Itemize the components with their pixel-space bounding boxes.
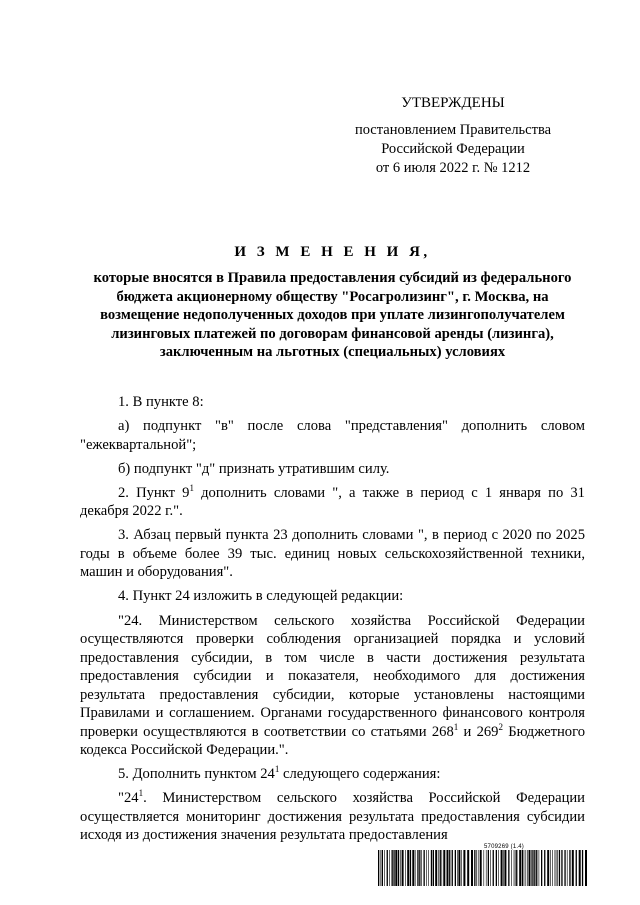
text-fragment: дополнить словами ", а также в период с 1 января по 31 декабря 2022 г.". [80,484,585,520]
paragraph: 3. Абзац первый пункта 23 дополнить словами ", в период с 2020 по 2025 годы в объеме более 39 тыс. единиц новых сельскохозяйственной техники, машин и оборудования". [80,527,585,581]
barcode-block [378,844,590,891]
text-fragment: 5. Дополнить пунктом 24 [118,766,275,783]
text-fragment: "24. Министерством сельского хозяйства Российской Федерации осуществляются проверки соблюдения организацией порядка и условий предоставления субсидии, в том числе в части достижения результата предоставления субсидии и показателя, необходимого для достижения результата предоставления субсидии, которые установлены настоящими Правилами и соглашением. Органами государственного финансового контроля проверки осуществляются в соответствии со статьями 268 [80,612,585,740]
document-body [80,393,585,845]
text-fragment: . Министерством сельского хозяйства Российской Федерации осуществляется мониторинг достижения результата предоставления субсидии исходя из достижения значения результата предоставления [80,790,585,844]
paragraph [80,789,585,845]
superscript: 2 [498,721,503,732]
superscript: 1 [189,482,194,493]
paragraph: б) подпункт "д" признать утратившим силу. [118,460,390,477]
document-title: И З М Е Н Е Н И Я, [234,244,431,260]
text-fragment: 2. Пункт 9 [118,484,190,501]
superscript: 1 [453,721,459,732]
barcode-number: 5709269 (1.4) [484,844,524,850]
superscript: 1 [138,788,144,799]
approval-title: УТВЕРЖДЕНЫ [401,95,505,111]
paragraph: 4. Пункт 24 изложить в следующей редакции: [118,588,404,605]
text-fragment: "24 [118,790,139,807]
barcode-icon [378,850,590,886]
approval-line: Российской Федерации [381,141,525,157]
document-subtitle: которые вносятся в Правила предоставления субсидий из федерального бюджета акционерному обществу "Росагролизинг", г. Москва, на возмещение недополученных доходов при уплате лизингополучателем лизинговых платежей по договорам финансовой аренды (лизинга), заключенным на льготных (специальных) условиях [93,270,572,361]
text-fragment: следующего содержания: [279,766,441,783]
superscript: 1 [274,764,280,775]
paragraph: а) подпункт "в" после слова "представления" дополнить словом "ежеквартальной"; [80,418,585,453]
approval-line: постановлением Правительства [354,122,552,138]
text-fragment: Бюджетного кодекса Российской Федерации.". [80,723,585,759]
text-fragment: и 269 [458,723,499,740]
approval-date: от 6 июля 2022 г. № 1212 [375,160,531,176]
paragraph: 1. В пункте 8: [118,394,204,410]
paragraph [80,484,585,521]
paragraph [80,765,585,784]
approval-block [340,94,566,178]
paragraph [80,612,585,760]
